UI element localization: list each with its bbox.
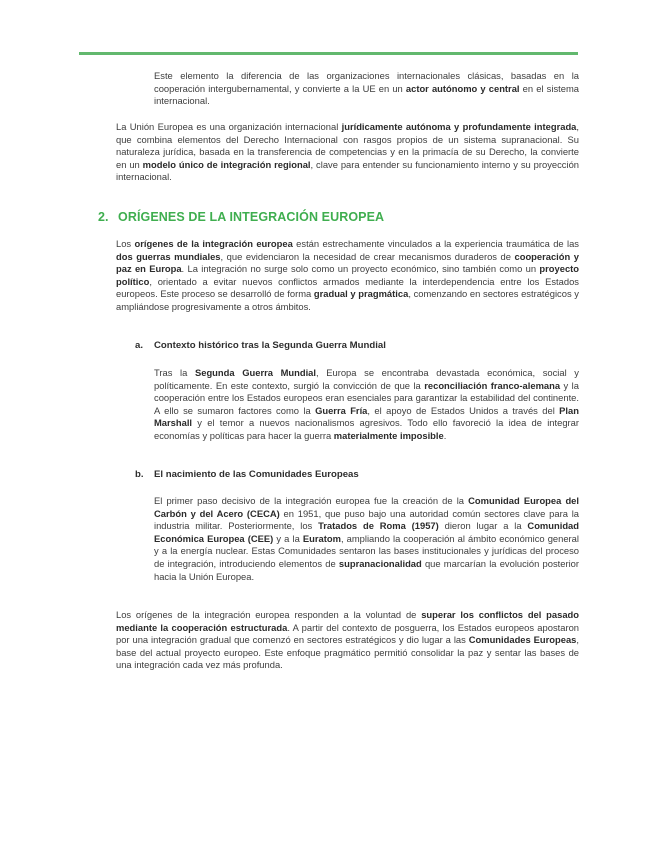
bold-phrase: Guerra Fría — [315, 404, 368, 416]
subsection-b-letter: b. — [135, 469, 144, 480]
bold-phrase: Segunda Guerra Mundial — [194, 367, 317, 378]
section-paragraph: Los orígenes de la integración europea están estrechamente vinculados a la experiencia traumática de las dos guerras mundiales, que evidenciaron la necesidad de crear mecanismos duraderos de cooperación y paz en Europa. La integración no surge solo como un proyecto económico, sino también como un proyecto político, orientado a evitar nuevos conflictos armados mediante la interdependencia entre los Estados europeos. Este proceso se desarrolló de forma gradual y pragmática, comenzando en sectores estratégicos y ampliándose progresivamente a otros ámbitos. — [116, 238, 580, 312]
section-heading — [98, 210, 384, 224]
bold-phrase: Tratados de Roma (1957) — [318, 520, 439, 532]
bold-phrase: modelo único de integración regional — [142, 158, 311, 170]
bold-phrase: dos guerras mundiales — [116, 250, 221, 262]
bold-phrase: jurídicamente autónoma y profundamente integrada — [341, 121, 577, 132]
subsection-b-paragraph: El primer paso decisivo de la integración europea fue la creación de la Comunidad Europea del Carbón y del Acero (CECA) en 1951, que puso bajo una autoridad común sectores clave para la industria militar. Posteriormente, los Tratados de Roma (1957) dieron lugar a la Comunidad Económica Europea (CEE) y a la Euratom, ampliando la cooperación al ámbito económico general y a la energía nuclear. Estas Comunidades sentaron las bases institucionales y jurídicas del proceso de integración, introduciendo elementos de supranacionalidad que marcarían la evolución posterior hacia la Unión Europea. — [154, 495, 579, 582]
bold-phrase: supranacionalidad — [338, 557, 422, 569]
bold-phrase: Comunidad Económica Europea (CEE) — [154, 520, 579, 544]
bold-phrase: reconciliación franco-alemana — [424, 379, 561, 391]
subsection-b-heading — [135, 469, 359, 480]
subsection-b-title: El nacimiento de las Comunidades Europeas — [154, 469, 359, 480]
bold-phrase: superar los conflictos del pasado mediante la cooperación estructurada — [116, 609, 580, 633]
section-number: 2. — [98, 210, 109, 224]
subsection-a-title: Contexto histórico tras la Segunda Guerra Mundial — [154, 340, 386, 351]
closing-paragraph: Los orígenes de la integración europea responden a la voluntad de superar los conflictos del pasado mediante la cooperación estructurada. A partir del contexto de posguerra, los Estados europeos apostaron por una integración gradual que comenzó en sectores estratégicos y dio lugar a las Comunidades Europeas, base del actual proyecto europeo. Este enfoque pragmático permitió consolidar la paz y sentar las bases de una integración cada vez más profunda. — [116, 609, 580, 671]
bold-phrase: Plan Marshall — [154, 404, 579, 429]
subsection-a-heading — [135, 340, 386, 351]
bold-phrase: gradual y pragmática — [313, 288, 409, 300]
subsection-a-paragraph: Tras la Segunda Guerra Mundial, Europa se encontraba devastada económica, social y políticamente. En este contexto, surgió la convicción de que la reconciliación franco-alemana y la cooperación entre los Estados europeos eran esenciales para garantizar la estabilidad del continente. A ello se sumaron factores como la Guerra Fría, el apoyo de Estados Unidos a través del Plan Marshall y el temor a nuevos nacionalismos agresivos. Todo ello favoreció la idea de integrar economías y políticas para hacer la guerra materialmente imposible. — [154, 367, 579, 441]
bold-phrase: actor autónomo y central — [405, 82, 520, 94]
section-title: ORÍGENES DE LA INTEGRACIÓN EUROPEA — [118, 210, 385, 224]
bold-phrase: materialmente imposible — [333, 429, 444, 441]
bold-phrase: Comunidades Europeas — [468, 634, 577, 646]
bold-phrase: cooperación y paz en Europa — [116, 250, 580, 275]
subsection-a-letter: a. — [135, 340, 144, 351]
bold-phrase: Comunidad Europea del Carbón y del Acero (CECA) — [154, 495, 579, 519]
header-rule — [79, 52, 578, 55]
intro-paragraph-1: Este elemento la diferencia de las organizaciones internacionales clásicas, basadas en la cooperación intergubernamental, y convierte a la UE en un actor autónomo y central en el sistema internacional. — [154, 70, 579, 107]
bold-phrase: orígenes de la integración europea — [134, 238, 293, 249]
bold-phrase: Euratom — [302, 532, 341, 544]
intro-paragraph-2: La Unión Europea es una organización internacional jurídicamente autónoma y profundamente integrada, que combina elementos del Derecho Internacional con rasgos propios de un sistema supranacional. Su naturaleza jurídica, basada en la transferencia de competencias y en la primacía de su Derecho, la convierte en un modelo único de integración regional, clave para entender su funcionamiento interno y su proyección internacional. — [116, 121, 579, 183]
bold-phrase: proyecto político — [116, 263, 580, 287]
